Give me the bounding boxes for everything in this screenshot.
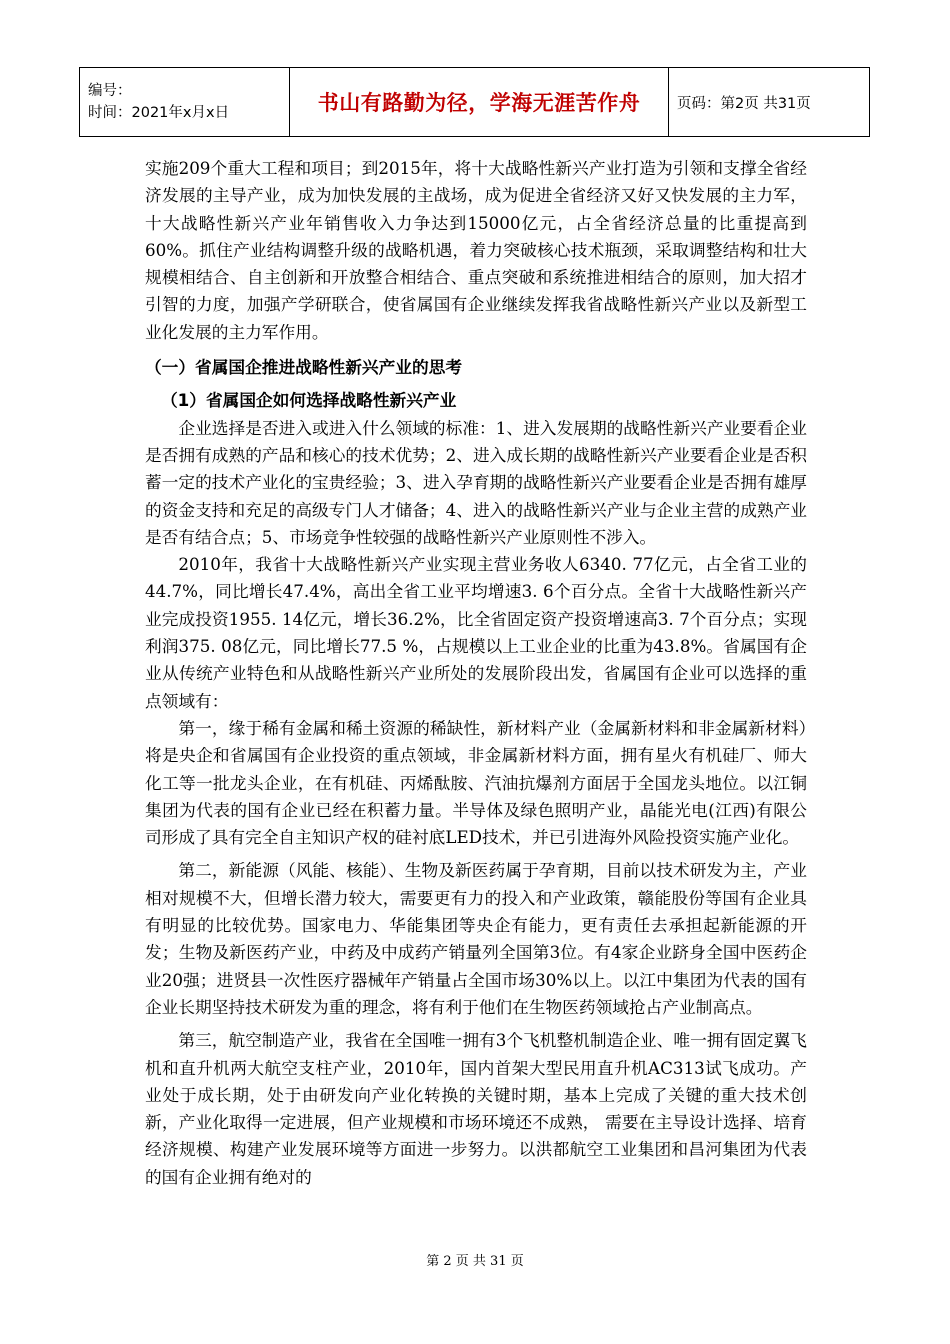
section-heading: （一）省属国企推进战略性新兴产业的思考 [145, 357, 463, 378]
subsection-heading: （1）省属国企如何选择战略性新兴产业 [161, 390, 457, 411]
document-header [79, 67, 870, 137]
paragraph-first-new-materials: 第一，缘于稀有金属和稀土资源的稀缺性，新材料产业（金属新材料和非金属新材料）将是央企和省属国有企业投资的重点领域，非金属新材料方面，拥有星火有机硅厂、师大化工等一批龙头企业，在有机硅、丙烯酞胺、汽油抗爆剂方面居于全国龙头地位。以江铜集团为代表的国有企业已经在积蓄力量。半导体及绿色照明产业，晶能光电(江西)有限公司形成了具有完全自主知识产权的硅衬底LED技术，并已引进海外风险投资实施产业化。 [145, 717, 807, 848]
header-motto: 书山有路勤为径，学海无涯苦作舟 [290, 68, 669, 137]
document-body [145, 155, 807, 1191]
paragraph-selection-criteria: 企业选择是否进入或进入什么领域的标准：1、进入发展期的战略性新兴产业要看企业是否拥有成熟的产品和核心的技术优势；2、进入成长期的战略性新兴产业要看企业是否积蓄一定的技术产业化的宝贵经验；3、进入孕育期的战略性新兴产业要看企业是否拥有雄厚的资金支持和充足的高级专门人才储备；4、进入的战略性新兴产业与企业主营的成熟产业是否有结合点；5、市场竞争性较强的战略性新兴产业原则性不涉入。 [145, 417, 807, 547]
document-number-label: 编号： [88, 83, 132, 99]
paragraph-third-aviation: 第三，航空制造产业，我省在全国唯一拥有3个飞机整机制造企业、唯一拥有固定翼飞机和直升机两大航空支柱产业，2010年，国内首架大型民用直升机AC313试飞成功。产业处于成长期，处于由研发向产业化转换的关键时期，基本上完成了关键的重大技术创新，产业化取得一定进展，但产业规模和市场环境还不成熟， 需要在主导设计选择、培育经济规模、构建产业发展环境等方面进一步努力。以洪都航空工业集团和昌河集团为代表的国有企业拥有绝对的 [145, 1030, 807, 1187]
paragraph-intro: 实施209个重大工程和项目；到2015年，将十大战略性新兴产业打造为引领和支撑全省经济发展的主导产业，成为加快发展的主战场，成为促进全省经济又好又快发展的主力军，十大战略性新兴产业年销售收入力争达到15000亿元，占全省经济总量的比重提高到60%。抓住产业结构调整升级的战略机遇，着力突破核心技术瓶颈，采取调整结构和壮大规模相结合、自主创新和开放整合相结合、重点突破和系统推进相结合的原则，加大招才引智的力度，加强产学研联合，使省属国有企业继续发挥我省战略性新兴产业以及新型工业化发展的主力军作用。 [145, 158, 807, 342]
document-time-label: 时间：2021年x月x日 [88, 105, 230, 121]
paragraph-second-new-energy: 第二，新能源（风能、核能）、生物及新医药属于孕育期，目前以技术研发为主，产业相对规模不大，但增长潜力较大，需要更有力的投入和产业政策，赣能股份等国有企业具有明显的比较优势。国家电力、华能集团等央企有能力，更有责任去承担起新能源的开发；生物及新医药产业，中药及中成药产销量列全国第3位。有4家企业跻身全国中医药企业20强；进贤县一次性医疗器械年产销量占全国市场30%以上。以江中集团为代表的国有企业长期坚持技术研发为重的理念，将有利于他们在生物医药领域抢占产业制高点。 [145, 860, 807, 1017]
page-footer: 第 2 页 共 31 页 [426, 1254, 524, 1269]
header-page-info: 页码：第2页 共31页 [669, 68, 870, 137]
header-meta [80, 68, 290, 137]
paragraph-2010-statistics: 2010年，我省十大战略性新兴产业实现主营业务收人6340. 77亿元，占全省工业的44.7%，同比增长47.4%，高出全省工业平均增速3. 6个百分点。全省十大战略性新兴产业完成投资1955. 14亿元，增长36.2%，比全省固定资产投资增速高3. 7个百分点；实现利润375. 08亿元，同比增长77.5 %，占规模以上工业企业的比重为43.8%。省属国有企业从传统产业特色和从战略性新兴产业所处的发展阶段出发，省属国有企业可以选择的重点领域有： [145, 554, 807, 711]
